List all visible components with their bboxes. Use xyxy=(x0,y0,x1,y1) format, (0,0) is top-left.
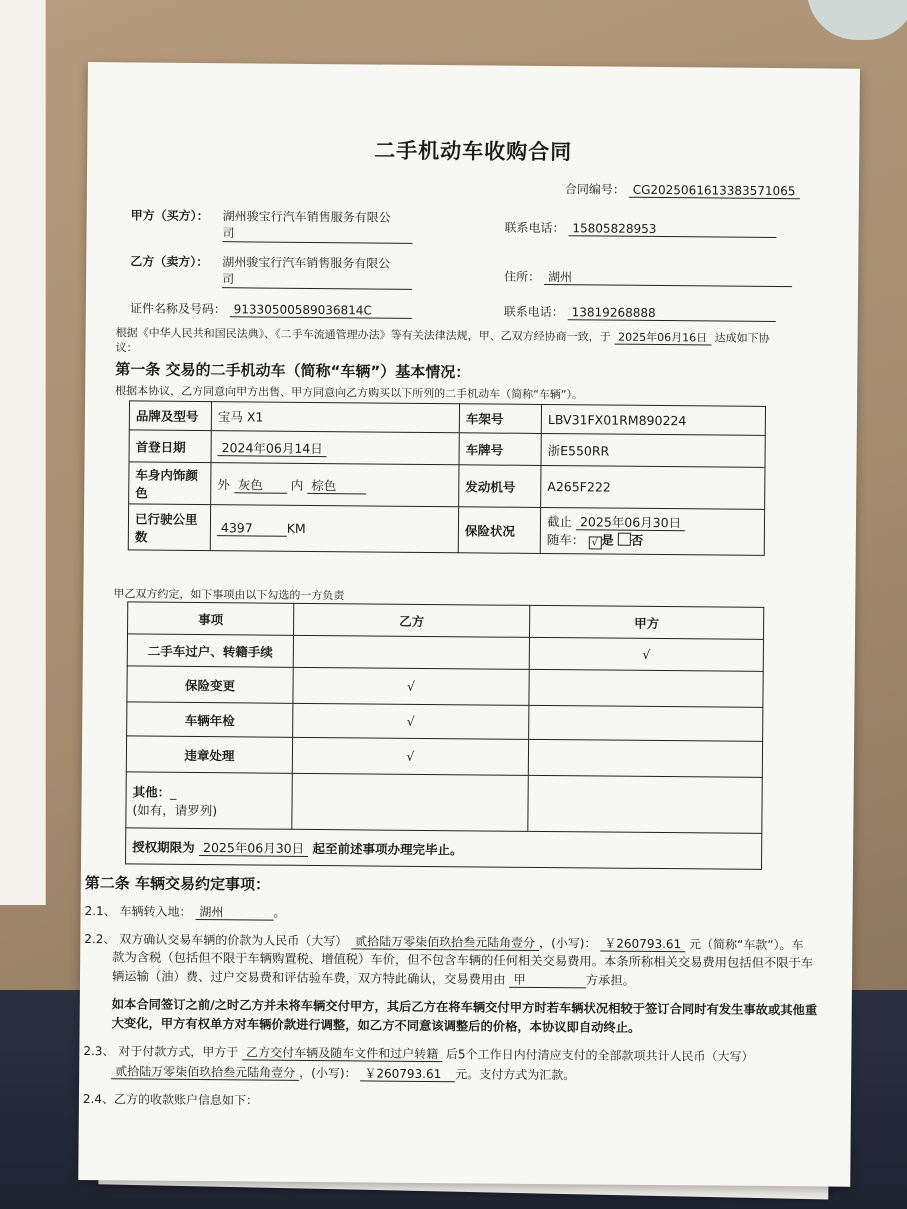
plate-value: 浙E550RR xyxy=(541,433,765,467)
duty-b-check: √ xyxy=(293,703,529,739)
table-row xyxy=(129,462,765,510)
seller-phone-value: 13819268888 xyxy=(568,305,776,322)
id-value: 91330500589036814C xyxy=(230,302,412,319)
other-a-cell xyxy=(528,775,762,833)
insurance-no-checkbox[interactable] xyxy=(618,533,631,546)
first-reg-label: 首登日期 xyxy=(129,430,211,463)
engine-value: A265F222 xyxy=(541,465,765,509)
mileage-label: 已行驶公里 数 xyxy=(128,504,210,551)
duty-b-check: √ xyxy=(292,737,528,775)
contract-no-value: CG2025061613383571065 xyxy=(629,183,800,199)
clause-2-2-line2: 款为含税（包括但不限于车辆购置税、增值税）车价，但不包含车辆的任何相关交易费用。本条所称相关交易费用包括但不限于车 xyxy=(112,950,814,971)
buyer-phone-label: 联系电话： xyxy=(504,220,565,236)
insurance-yes-checkbox[interactable]: √ xyxy=(588,536,601,549)
seller-name-line2: 司 xyxy=(222,270,412,290)
contract-no-label: 合同编号： xyxy=(564,182,625,197)
brand-label: 品牌及型号 xyxy=(129,401,211,431)
duty-a-check xyxy=(529,669,763,707)
term-suffix: 起至前述事项办理完毕止。 xyxy=(312,840,463,857)
insurance-until-value: 2025年06月30日 xyxy=(576,514,685,531)
color-in-label: 内 xyxy=(290,477,304,493)
seller-phone-label: 联系电话： xyxy=(503,304,564,320)
col-header-item: 事项 xyxy=(128,602,294,635)
address-value: 湖州 xyxy=(544,270,792,287)
vin-value: LBV31FX01RM890224 xyxy=(541,404,765,435)
clause-2-2-line1: 2.2、 双方确认交易车辆的价款为人民币（大写） 贰拾陆万零柒佰玖拾叁元陆角壹分 ，(小写)： ￥260793.61 元（简称“车款”）。车 xyxy=(84,932,804,953)
fee-payer: 甲 xyxy=(509,973,585,989)
first-reg-value: 2024年06月14日 xyxy=(218,440,327,457)
article-1-title: 第一条 交易的二手机动车（简称“车辆”）基本情况： xyxy=(115,360,471,382)
underlying-paper-left xyxy=(0,0,46,905)
clause-2-2-line3: 辆运输（油）费、过户交易费和评估验车费，双方特此确认，交易费用由 甲 方承担。 xyxy=(111,969,636,988)
agreement-date: 2025年06月16日 xyxy=(614,331,711,346)
other-cell xyxy=(126,772,292,829)
duty-item: 保险变更 xyxy=(127,666,293,703)
term-label: 授权期限为 xyxy=(132,838,195,855)
duty-b-check xyxy=(293,635,529,669)
buyer-name-line2: 司 xyxy=(222,224,412,244)
duties-table xyxy=(125,601,764,870)
other-note: (如有，请罗列) xyxy=(132,801,218,818)
legal-basis-line2: 议： xyxy=(115,341,138,355)
table-row xyxy=(128,504,764,556)
table-row xyxy=(127,702,763,742)
term-date: 2025年06月30日 xyxy=(199,839,308,856)
col-header-b: 乙方 xyxy=(294,603,530,637)
table-row xyxy=(126,772,762,834)
duty-item: 违章处理 xyxy=(126,736,292,773)
payment-condition: 乙方交付车辆及随车文件和过户转籍 xyxy=(242,1045,442,1062)
article-2-title: 第二条 车辆交易约定事项： xyxy=(84,874,271,894)
mileage-cell xyxy=(210,505,458,553)
insurance-until-label: 截止 xyxy=(546,514,573,530)
price-amount: ￥260793.61 xyxy=(600,937,685,953)
duty-a-check xyxy=(529,705,763,741)
legal-basis-line1: 根据《中华人民共和国民法典》、《二手车流通管理办法》等有关法律法规，甲、乙双方经协商一致，于 2025年06月16日 达成如下协 xyxy=(115,326,770,345)
color-out-label: 外 xyxy=(217,476,230,492)
address-row xyxy=(504,268,792,288)
insurance-with-car-label: 随车： xyxy=(546,532,585,548)
contract-no-row xyxy=(565,180,800,199)
table-row xyxy=(126,828,762,870)
brand-value: 宝马 X1 xyxy=(211,402,459,433)
id-label: 证件名称及号码： xyxy=(129,301,226,317)
clause-2-1: 2.1、 车辆转入地： 湖州 。 xyxy=(84,904,286,920)
buyer-name-line1: 湖州骏宝行汽车销售服务有限公 xyxy=(222,209,391,225)
contract-title: 二手机动车收购合同 xyxy=(374,138,573,165)
vin-label: 车架号 xyxy=(459,404,541,434)
price-amount-cn: 贰拾陆万零柒佰玖拾叁元陆角壹分 xyxy=(351,934,539,951)
other-b-cell xyxy=(292,773,528,831)
term-cell xyxy=(126,828,762,870)
insurance-label: 保险状况 xyxy=(458,507,540,554)
first-reg-cell xyxy=(211,431,459,465)
mileage-value: 4397 xyxy=(217,520,287,537)
vehicle-info-table xyxy=(128,400,766,556)
color-label: 车身内饰颜 色 xyxy=(129,462,211,505)
payment-amount: ￥260793.61 xyxy=(360,1066,455,1082)
insurance-no-label: 否 xyxy=(630,532,644,548)
payment-amount-cn: 贰拾陆万零柒佰玖拾叁元陆角壹分 xyxy=(111,1064,299,1081)
mileage-unit: KM xyxy=(286,520,306,536)
id-row xyxy=(130,299,412,318)
seller-phone-row xyxy=(504,303,776,322)
address-label: 住所： xyxy=(504,269,541,284)
clause-2-3-line1: 2.3、 对于付款方式，甲方于 乙方交付车辆及随车文件和过户转籍 后5个工作日内付清应支付的全部款项共计人民币（大写） xyxy=(83,1043,754,1064)
article-1-intro: 根据本协议，乙方同意向甲方出售、甲方同意向乙方购买以下所列的二手机动车（简称“车辆”）。 xyxy=(115,384,584,402)
clause-2-4: 2.4、乙方的收款账户信息如下： xyxy=(82,1091,259,1108)
engine-label: 发动机号 xyxy=(459,465,541,508)
duty-item: 车辆年检 xyxy=(127,702,293,737)
buyer-phone-row xyxy=(505,219,777,238)
buyer-phone-value: 15805828953 xyxy=(568,221,776,238)
duty-a-check xyxy=(528,739,762,777)
seller-label: 乙方（卖方）： xyxy=(130,254,209,270)
adjustment-clause-line1: 如本合同签订之前/之时乙方并未将车辆交付甲方，其后乙方在将车辆交付甲方时若车辆状况相较于签订合同时有发生事故或其他重 xyxy=(111,997,818,1018)
color-in-value: 棕色 xyxy=(307,477,366,494)
seller-name-line1: 湖州骏宝行汽车销售服务有限公 xyxy=(222,255,391,271)
color-cell xyxy=(211,463,459,507)
col-header-a: 甲方 xyxy=(529,605,763,639)
plate-label: 车牌号 xyxy=(459,433,541,466)
contract-page xyxy=(78,62,860,1187)
transfer-destination: 湖州 xyxy=(195,905,273,921)
duty-a-check: √ xyxy=(529,637,763,671)
duties-intro: 甲乙双方约定，如下事项由以下勾选的一方负责 xyxy=(113,587,345,603)
table-row xyxy=(126,736,762,778)
clause-2-3-line2: 贰拾陆万零柒佰玖拾叁元陆角壹分 ，(小写)： ￥260793.61 元。支付方式为汇款。 xyxy=(111,1062,575,1083)
duty-item: 二手车过户、转籍手续 xyxy=(127,634,293,667)
insurance-cell xyxy=(540,507,764,555)
buyer-label: 甲方（买方）： xyxy=(130,208,209,224)
color-out-value: 灰色 xyxy=(234,477,287,493)
other-label: 其他： xyxy=(132,783,171,800)
table-row xyxy=(127,666,763,708)
other-blank: _ xyxy=(170,784,177,800)
adjustment-clause-line2: 大变化，甲方有权单方对车辆价款进行调整，如乙方不同意该调整后的价格，本协议即自动终止。 xyxy=(111,1016,641,1035)
duty-b-check: √ xyxy=(293,667,529,705)
insurance-yes-label: 是 xyxy=(601,532,614,548)
